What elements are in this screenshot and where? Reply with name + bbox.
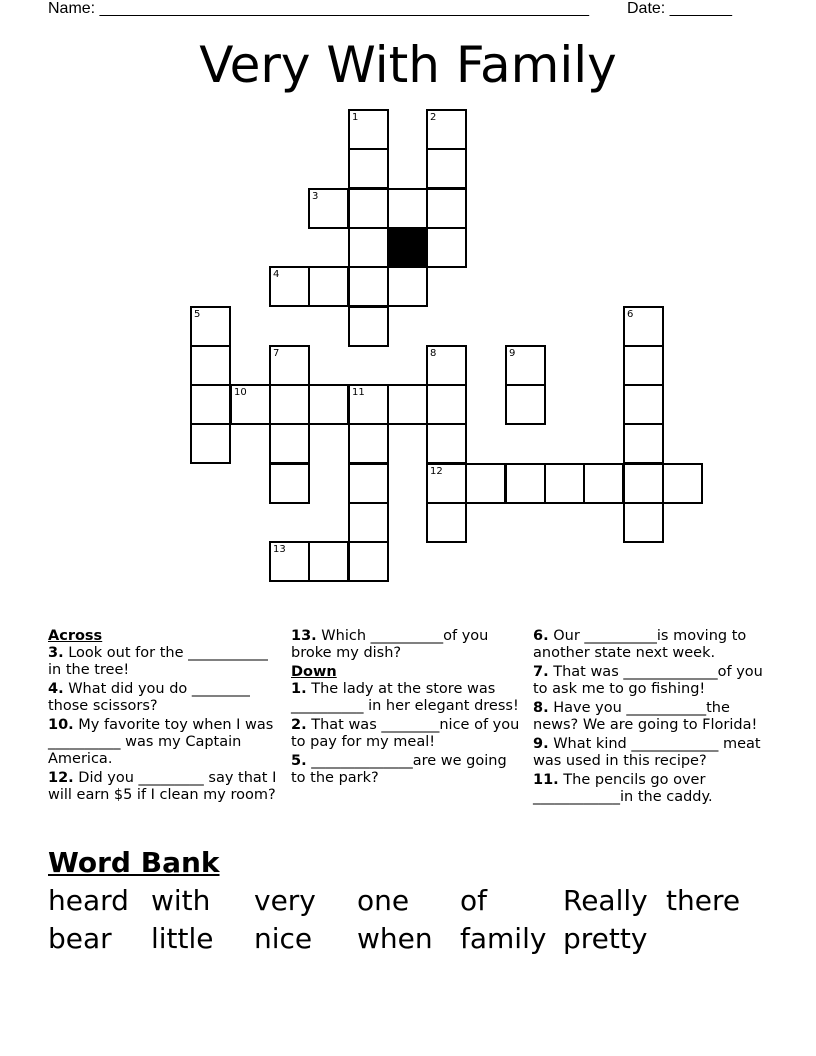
grid-block	[387, 227, 428, 268]
grid-cell[interactable]	[269, 266, 310, 307]
grid-cell[interactable]	[348, 502, 389, 543]
clue-number: 8	[430, 348, 437, 359]
down-clue: 11. The pencils go over ____________in the caddy.	[533, 772, 713, 805]
page-title: Very With Family	[199, 36, 617, 94]
word-bank-word: with	[151, 884, 211, 917]
clue-number: 4	[273, 269, 280, 280]
grid-cell[interactable]	[348, 384, 389, 425]
clue-column-1	[48, 628, 284, 806]
grid-cell[interactable]	[269, 423, 310, 464]
across-heading: Across	[48, 628, 103, 644]
clue-column-3	[533, 628, 773, 808]
across-clue: 12. Did you _________ say that I will earn $5 if I clean my room?	[48, 770, 277, 803]
grid-cell[interactable]	[662, 463, 703, 504]
grid-cell[interactable]	[426, 423, 467, 464]
word-bank-title: Word Bank	[48, 846, 220, 879]
grid-cell[interactable]	[348, 423, 389, 464]
grid-cell[interactable]	[190, 423, 231, 464]
across-clue: 4. What did you do ________ those scissors?	[48, 681, 250, 714]
grid-cell[interactable]	[623, 384, 664, 425]
grid-cell[interactable]	[348, 463, 389, 504]
grid-cell[interactable]	[387, 384, 428, 425]
grid-cell[interactable]	[308, 188, 349, 229]
grid-cell[interactable]	[348, 109, 389, 150]
clue-number: 6	[627, 309, 634, 320]
clue-number: 12	[430, 466, 443, 477]
down-clue: 9. What kind ____________ meat was used in this recipe?	[533, 736, 761, 769]
grid-cell[interactable]	[230, 384, 271, 425]
grid-cell[interactable]	[583, 463, 624, 504]
grid-cell[interactable]	[426, 463, 467, 504]
grid-cell[interactable]	[269, 541, 310, 582]
across-clue: 10. My favorite toy when I was __________ was my Captain America.	[48, 717, 274, 767]
grid-cell[interactable]	[387, 188, 428, 229]
down-clue: 8. Have you ___________the news? We are going to Florida!	[533, 700, 758, 733]
grid-cell[interactable]	[348, 227, 389, 268]
down-clue: 1. The lady at the store was __________ in her elegant dress!	[291, 681, 519, 714]
grid-cell[interactable]	[505, 345, 546, 386]
grid-cell[interactable]	[544, 463, 585, 504]
word-bank-word: family	[460, 922, 547, 955]
grid-cell[interactable]	[505, 384, 546, 425]
grid-cell[interactable]	[426, 109, 467, 150]
down-heading: Down	[291, 664, 337, 680]
clue-column-2	[291, 628, 521, 789]
grid-cell[interactable]	[348, 266, 389, 307]
clue-number: 11	[352, 387, 365, 398]
grid-cell[interactable]	[348, 306, 389, 347]
grid-cell[interactable]	[623, 345, 664, 386]
grid-cell[interactable]	[387, 266, 428, 307]
clue-number: 13	[273, 544, 286, 555]
grid-cell[interactable]	[269, 463, 310, 504]
clue-number: 3	[312, 191, 319, 202]
word-bank-word: Really	[563, 884, 648, 917]
clue-number: 2	[430, 112, 437, 123]
word-bank-word: there	[666, 884, 741, 917]
grid-cell[interactable]	[308, 541, 349, 582]
word-bank-word: one	[357, 884, 410, 917]
word-bank-word: nice	[254, 922, 313, 955]
down-clue: 7. That was _____________of you to ask me to go fishing!	[533, 664, 763, 697]
grid-cell[interactable]	[426, 502, 467, 543]
word-bank-word: bear	[48, 922, 112, 955]
clue-number: 5	[194, 309, 201, 320]
grid-cell[interactable]	[623, 306, 664, 347]
grid-cell[interactable]	[348, 188, 389, 229]
grid-cell[interactable]	[623, 502, 664, 543]
grid-cell[interactable]	[465, 463, 506, 504]
word-bank-word: little	[151, 922, 214, 955]
grid-cell[interactable]	[623, 423, 664, 464]
grid-cell[interactable]	[426, 345, 467, 386]
down-clue: 6. Our __________is moving to another state next week.	[533, 628, 747, 661]
grid-cell[interactable]	[190, 345, 231, 386]
grid-cell[interactable]	[190, 384, 231, 425]
clue-number: 10	[234, 387, 247, 398]
down-clue: 5. ______________are we going to the park?	[291, 753, 507, 786]
across-clue: 13. Which __________of you broke my dish?	[291, 628, 489, 661]
clue-number: 1	[352, 112, 359, 123]
word-bank-word: heard	[48, 884, 129, 917]
grid-cell[interactable]	[269, 384, 310, 425]
clue-number: 9	[509, 348, 516, 359]
word-bank-word: pretty	[563, 922, 648, 955]
grid-cell[interactable]	[426, 384, 467, 425]
grid-cell[interactable]	[348, 148, 389, 189]
grid-cell[interactable]	[623, 463, 664, 504]
word-bank-word: very	[254, 884, 316, 917]
clue-number: 7	[273, 348, 280, 359]
grid-cell[interactable]	[308, 384, 349, 425]
grid-cell[interactable]	[348, 541, 389, 582]
grid-cell[interactable]	[308, 266, 349, 307]
grid-cell[interactable]	[426, 227, 467, 268]
grid-cell[interactable]	[426, 148, 467, 189]
date-line: Date: _______	[627, 0, 732, 17]
grid-cell[interactable]	[190, 306, 231, 347]
word-bank-word: of	[460, 884, 487, 917]
down-clue: 2. That was ________nice of you to pay for my meal!	[291, 717, 520, 750]
across-clue: 3. Look out for the ___________ in the tree!	[48, 645, 268, 678]
grid-cell[interactable]	[505, 463, 546, 504]
grid-cell[interactable]	[269, 345, 310, 386]
name-line: Name: _______________________________________________________	[48, 0, 589, 17]
word-bank-word: when	[357, 922, 433, 955]
grid-cell[interactable]	[426, 188, 467, 229]
